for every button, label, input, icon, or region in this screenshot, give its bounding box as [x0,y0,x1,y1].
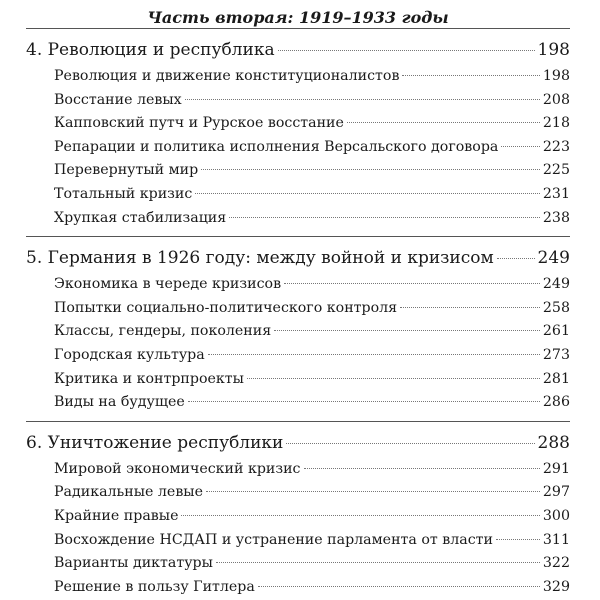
entry-title: Классы, гендеры, поколения [54,323,272,340]
dot-leader [274,330,540,331]
toc-entry[interactable] [26,368,570,392]
chapter-heading[interactable] [26,422,570,458]
entry-page-number: 223 [542,138,570,155]
dot-leader [347,122,540,123]
dot-leader [188,401,540,402]
entry-page-number: 311 [542,531,570,548]
toc-entry[interactable] [26,159,570,183]
dot-leader [201,169,540,170]
entry-title: Варианты диктатуры [54,555,213,572]
chapter-block [26,421,570,600]
entry-title: Городская культура [54,346,205,363]
entry-title: Мировой экономический кризис [54,460,301,477]
entry-title: Революция и движение конституционалистов [54,68,400,84]
chapter-block [26,28,570,236]
entry-title: Критика и контрпроекты [54,370,244,387]
toc-entry[interactable] [26,529,570,553]
chapter-title: 6. Уничтожение республики [26,432,284,453]
entry-page-number: 218 [542,115,570,132]
chapter-page-number: 198 [537,40,570,60]
dot-leader [501,146,540,147]
entry-title: Хрупкая стабилизация [54,209,227,226]
entry-title: Радикальные левые [54,484,203,501]
entry-title: Крайние правые [54,507,179,524]
dot-leader [258,586,540,587]
entry-page-number: 198 [542,68,570,84]
chapter-block [26,236,570,421]
toc-entry[interactable] [26,112,570,136]
entry-title: Виды на будущее [54,394,185,411]
entry-page-number: 322 [542,555,570,572]
chapter-heading[interactable] [26,29,570,65]
toc-entry[interactable] [26,576,570,600]
entry-page-number: 231 [542,185,570,202]
toc-entry[interactable] [26,273,570,297]
entry-page-number: 258 [542,299,570,316]
toc-entry[interactable] [26,458,570,482]
toc-entry[interactable] [26,391,570,415]
entry-page-number: 329 [542,578,570,595]
toc-entry[interactable] [26,320,570,344]
chapter-title: 5. Германия в 1926 году: между войной и кризисом [26,248,494,269]
entry-page-number: 273 [542,346,570,363]
toc-entry[interactable] [26,505,570,529]
dot-leader [304,468,540,469]
toc-entry[interactable] [26,136,570,160]
entry-page-number: 208 [542,91,570,108]
entry-page-number: 249 [542,276,570,293]
toc-entry[interactable] [26,89,570,113]
entry-page-number: 297 [542,484,570,501]
dot-leader [497,258,535,259]
dot-leader [402,75,539,76]
entry-page-number: 291 [542,460,570,477]
entry-page-number: 261 [542,323,570,340]
dot-leader [208,354,540,355]
dot-leader [206,491,540,492]
toc-entry[interactable] [26,207,570,231]
dot-leader [286,443,534,444]
entry-title: Экономика в череде кризисов [54,276,282,293]
dot-leader [278,50,535,51]
entry-title: Восхождение НСДАП и устранение парламента от власти [54,531,493,548]
entry-title: Репарации и политика исполнения Версальского договора [54,138,499,155]
entry-title: Капповский путч и Рурское восстание [54,115,344,132]
dot-leader [185,99,540,100]
toc-entry[interactable] [26,297,570,321]
dot-leader [496,539,540,540]
toc-entry[interactable] [26,183,570,207]
dot-leader [284,283,540,284]
chapter-title: 4. Революция и республика [26,40,275,60]
toc-entry[interactable] [26,344,570,368]
toc-entry[interactable] [26,65,570,89]
dot-leader [247,378,540,379]
part-title: Часть вторая: 1919–1933 годы [147,8,449,27]
entry-title: Восстание левых [54,91,182,108]
entry-title: Решение в пользу Гитлера [54,578,255,595]
dot-leader [181,515,539,516]
entry-page-number: 286 [542,394,570,411]
dot-leader [400,307,540,308]
dot-leader [216,562,540,563]
toc-entry[interactable] [26,481,570,505]
dot-leader [229,217,540,218]
chapter-page-number: 249 [537,248,570,269]
entry-page-number: 300 [542,507,570,524]
entry-title: Перевернутый мир [54,162,199,179]
entry-page-number: 281 [542,370,570,387]
entry-page-number: 225 [542,162,570,179]
entry-page-number: 238 [542,209,570,226]
toc-entry[interactable] [26,552,570,576]
chapter-page-number: 288 [537,432,570,453]
dot-leader [195,193,540,194]
chapter-heading[interactable] [26,237,570,273]
entry-title: Попытки социально-политического контроля [54,299,398,316]
entry-title: Тотальный кризис [54,185,193,202]
